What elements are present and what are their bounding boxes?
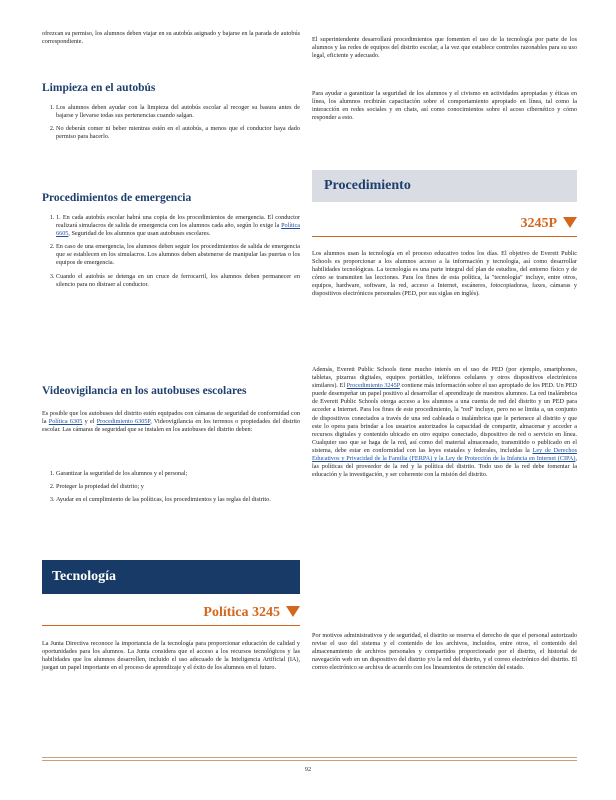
item-text: 1. En cada autobús escolar habrá una copia de los procedimientos de emergencia. El conductor realizará simulacros de salida de emergencia con los alumnos cada año, según lo exige la — [56, 214, 300, 230]
para-text: Es posible que los autobuses del distrito estén equipados con cámaras de seguridad de conformidad con la — [42, 410, 300, 426]
list-item: 2. No deberán comer ni beber mientras estén en el autobús, a menos que el conductor haya dado permiso para hacerlo. — [56, 125, 300, 141]
para-text: contiene más información sobre el uso apropiado de los PED. Un PED puede desempeñar un papel positivo al desarrollar el aprendizaje de nuestros alumnos. La red inalámbrica de Everett Public Schools otorga acceso a los alumnos a una cuenta de red del distrito y un PED para acceder a Internet. Para los fines de este procedimiento, la "red" incluye, pero no se limita a, un conjunto de dispositivos conectados a través de una red cableada o inalámbrica que le pertenece al distrito y que este lo opera para brindar a los usuarios autorizados la capacidad de compartir, almacenar y acceder a recursos digitales y contenido ubicado en otro equipo conectado, dispositivo de red o servicio en línea. Cualquier uso que se haga de la red, así como del material almacenado, transmitido o publicado en el sistema, debe estar en conformidad con las leyes estatales y federales, incluidas la — [312, 382, 578, 454]
policy-3245-title — [42, 605, 300, 621]
page-number: 92 — [304, 766, 312, 773]
para-text: Además, Everett Public Schools tiene mucho interés en el uso de PED (por ejemplo, smartphones, tabletas, pizarras digitales, equipos portátiles, teléfonos celulares y otros dispositivos electrónicos similares). El — [312, 366, 577, 390]
para-text: , Videovigilancia en los terrenos o propiedades del distrito escolar. Las cámaras de seguridad que se instalen en los autobuses del distrito deben: — [42, 418, 301, 434]
list-item: 1. Garantizar la seguridad de los alumnos y el personal; — [56, 470, 300, 478]
procedure-number: 3245P — [520, 216, 557, 231]
limpieza-heading: Limpieza en el autobús — [42, 82, 156, 94]
procedure-paragraph-3: Por motivos administrativos y de seguridad, el distrito se reserva el derecho de que el personal autorizado revise el uso del sistema y el contenido de los archivos, incluidos, entre otros, el contenido del almacenamiento de archivos personales y compartidos proporcionado por el distrito, el historial de navegación web en un dispositivo del distrito y/o la red del distrito, y el correo electrónico del distrito. El correo electrónico se archiva de acuerdo con los lineamientos de retención del estado. — [312, 632, 577, 672]
procedure-paragraph-1: Los alumnos usan la tecnología en el proceso educativo todos los días. El objetivo de Everett Public Schools es proporcionar a los alumnos acceso a la información y tecnología, así como desarrollar habilidades tecnológicas. La tecnología es una parte integral del plan de estudios, del entorno físico y de cómo se transmiten las lecciones. Para los fines de esta política, la "tecnología" incluye, entre otros, equipos, hardware, software, la red, acceso a Internet, escáneres, fotocopiadoras, faxes, cámaras y dispositivos electrónicos personales (PED, por sus siglas en inglés). — [312, 250, 577, 298]
para-text: y el — [82, 418, 97, 426]
procedimiento-band: Procedimiento — [312, 170, 577, 202]
footer-rule-top — [42, 757, 577, 758]
tecnologia-band: Tecnología — [42, 560, 300, 594]
list-item — [56, 214, 300, 238]
emergencia-heading: Procedimientos de emergencia — [42, 192, 192, 204]
list-item: 2. Proteger la propiedad del distrito; y — [56, 483, 300, 491]
intro-tail-paragraph: ofrezcan su permiso, los alumnos deben viajar en su autobús asignado y bajarse en la parada de autobús correspondiente. — [42, 30, 300, 46]
list-item: 3. Ayudar en el cumplimiento de las políticas, los procedimientos y las reglas del distrito. — [56, 496, 300, 504]
procedure-paragraph-2 — [312, 366, 577, 479]
video-paragraph — [42, 410, 300, 434]
policy-6605-link[interactable]: Política 6605 — [56, 222, 300, 238]
emergencia-list — [42, 214, 300, 294]
ferpa-cipa-link[interactable]: Ley de Derechos Educativos y Privacidad de la Familia (FERPA) y la Ley de Protección de la Infancia en Internet (CIPA) — [312, 446, 578, 463]
procedure-rule — [312, 236, 577, 237]
item-text: , Seguridad de los alumnos que usan autobuses escolares. — [68, 230, 211, 238]
triangle-down-icon — [286, 606, 300, 617]
procedure-3245p-link[interactable]: Procedimiento 3245P — [346, 382, 400, 390]
para-text: , las políticas del proveedor de la red y la política del distrito. Todo uso de la red debe fomentar la educación y la investigación, y ser coherente con la misión del distrito. — [312, 455, 577, 479]
video-heading: Videovigilancia en los autobuses escolares — [42, 385, 247, 397]
list-item: 3. Cuando el autobús se detenga en un cruce de ferrocarril, los alumnos deben permanecer en silencio para no distraer al conductor. — [56, 273, 300, 289]
list-item: 2. En caso de una emergencia, los alumnos deben seguir los procedimientos de salida de emergencia que se establecen en los simulacros. Los alumnos deben abstenerse de manipular las puertas o los equipos de emergencia. — [56, 243, 300, 267]
policy-number: Política 3245 — [203, 605, 280, 620]
triangle-down-icon — [563, 217, 577, 228]
superintendent-paragraph: El superintendente desarrollará procedimientos que fomenten el uso de la tecnología por parte de los alumnos y las redes de equipos del distrito escolar, a la vez que establece controles razonables para su uso legal, eficiente y adecuado. — [312, 36, 577, 60]
limpieza-list — [42, 104, 300, 146]
video-list — [42, 470, 300, 509]
tecnologia-paragraph: La Junta Directiva reconoce la importancia de la tecnología para proporcionar educación de calidad y oportunidades para los alumnos. La Junta considera que el acceso a los recursos tecnológicos y las habilidades que los alumnos desarrollen, incluido el uso adecuado de la Inteligencia Artificial (IA), juegan un papel importante en el proceso de aprendizaje y el éxito de los alumnos en el futuro. — [42, 640, 300, 672]
procedure-3245p-title — [312, 216, 577, 232]
footer-rule-bottom — [42, 760, 577, 761]
procedure-6305p-link[interactable]: Procedimiento 6305P — [96, 418, 151, 426]
safety-paragraph: Para ayudar a garantizar la seguridad de los alumnos y el civismo en actividades apropiadas y éticas en línea, los alumnos recibirán capacitación sobre el comportamiento apropiado en línea, tal como la interacción en redes sociales y en chats, así como conocimientos sobre el acoso cibernético y cómo responder a esto. — [312, 90, 577, 122]
policy-6305-link[interactable]: Política 6305 — [48, 418, 83, 426]
policy-rule — [42, 625, 300, 626]
list-item: 1. Los alumnos deben ayudar con la limpieza del autobús escolar al recoger su basura antes de bajarse y llevarse todas sus pertenencias cuando salgan. — [56, 104, 300, 120]
